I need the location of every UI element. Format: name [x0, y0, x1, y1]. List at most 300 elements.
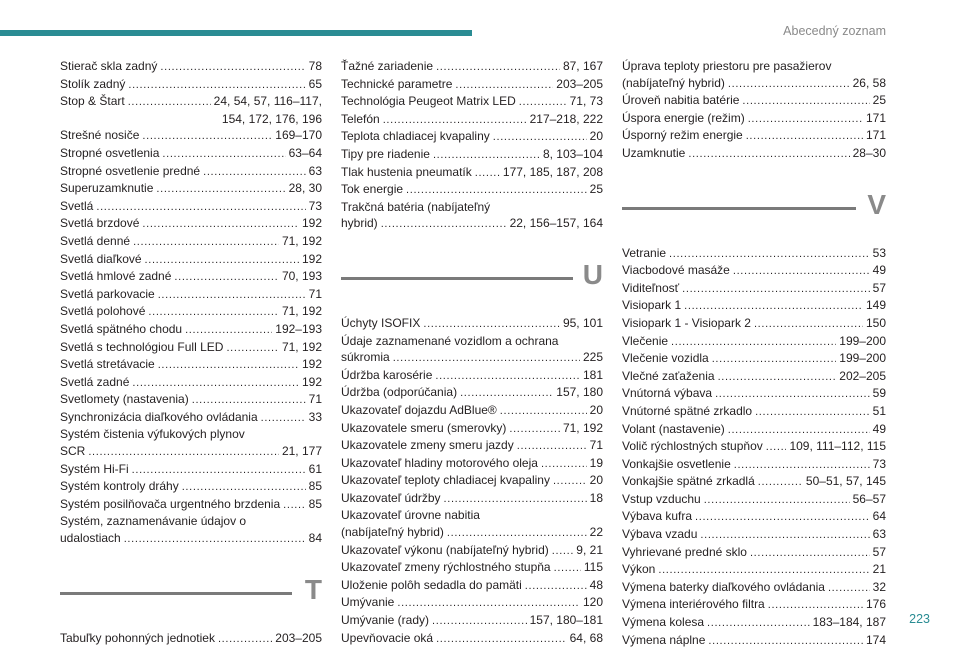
entry-pages: 49 [872, 421, 886, 436]
entry-term: Ukazovateľ údržby [341, 490, 441, 505]
entry-term: Svetlá diaľkové [60, 251, 142, 266]
index-entry [622, 110, 886, 128]
entry-line [341, 58, 603, 76]
index-entry [60, 180, 322, 198]
entry-line [341, 349, 603, 367]
entry-line [622, 632, 886, 649]
index-entry [341, 612, 603, 630]
dot-leader [733, 263, 870, 280]
dot-leader [553, 473, 587, 490]
dot-leader [552, 543, 574, 560]
index-entry [60, 76, 322, 94]
entry-term: Volant (nastavenie) [622, 421, 725, 436]
index-entry [622, 473, 886, 491]
dot-leader [226, 340, 279, 357]
index-entry [341, 490, 603, 508]
entry-pages: 59 [872, 386, 886, 401]
dot-leader [541, 456, 587, 473]
entry-pages: 120 [582, 595, 603, 610]
running-header: Abecedný zoznam [783, 24, 886, 38]
dot-leader [750, 545, 870, 562]
entry-term: Ukazovateľ výkonu (nabíjateľný hybrid) [341, 542, 549, 557]
entry-pages: 56–57 [852, 491, 886, 506]
entry-pages: 50–51, 57, 145 [805, 474, 886, 489]
index-entry [341, 472, 603, 490]
section-divider [341, 255, 603, 307]
dot-leader [658, 562, 869, 579]
dot-leader [432, 613, 527, 630]
dot-leader [712, 351, 837, 368]
entry-pages: 150 [865, 315, 886, 330]
entry-term: Výmena kolesa [622, 615, 705, 630]
index-entry [60, 339, 322, 357]
entry-pages: 192 [301, 216, 322, 231]
dot-leader [174, 269, 279, 286]
entry-line [341, 164, 603, 182]
index-entry [622, 368, 886, 386]
entry-term: Úprava teploty priestoru pre pasažierov [622, 59, 832, 73]
entry-pages: 73 [872, 456, 886, 471]
entry-line [622, 315, 886, 333]
entry-term: Visiopark 1 - Visiopark 2 [622, 315, 751, 330]
entry-term: Vonkajšie osvetlenie [622, 456, 731, 471]
index-entry [622, 58, 886, 92]
dot-leader [203, 164, 306, 181]
entry-line [622, 280, 886, 298]
dot-leader [261, 410, 306, 427]
entry-term: Vstup vzduchu [622, 491, 701, 506]
entry-line [60, 339, 322, 357]
entry-term: Systém, zaznamenávanie údajov o [60, 514, 247, 529]
index-entry [60, 409, 322, 427]
dot-leader [460, 385, 553, 402]
entry-line [622, 350, 886, 368]
entry-term: Systém čistenia výfukových plynov [60, 427, 245, 442]
index-entry [60, 321, 322, 339]
entry-term: Stierač skla zadný [60, 59, 158, 73]
dot-leader [700, 527, 869, 544]
index-entry [622, 596, 886, 614]
entry-line [341, 490, 603, 508]
entry-term: Vnútorné spätné zrkadlo [622, 403, 753, 418]
dot-leader [707, 615, 810, 632]
dot-leader [436, 631, 567, 648]
index-entry [622, 280, 886, 298]
entry-pages: 19 [589, 455, 603, 470]
entry-term: Synchronizácia diaľkového ovládania [60, 409, 258, 424]
entry-term: Superuzamknutie [60, 181, 154, 196]
entry-pages: 71, 73 [569, 94, 603, 109]
index-entry [60, 303, 322, 321]
dot-leader [433, 147, 540, 164]
dot-leader [509, 421, 560, 438]
index-entry [622, 92, 886, 110]
dot-leader [742, 93, 869, 110]
dot-leader [708, 633, 863, 649]
dot-leader [758, 474, 803, 491]
entry-term: Vyhrievané predné sklo [622, 544, 747, 559]
entry-line [341, 472, 603, 490]
dot-leader [728, 76, 850, 93]
index-column-1 [60, 58, 322, 647]
entry-line [60, 198, 322, 216]
entry-pages: 21 [872, 562, 886, 577]
index-entry [622, 438, 886, 456]
entry-line [341, 111, 603, 129]
index-entry [341, 58, 603, 76]
entry-term: Systém Hi-Fi [60, 461, 129, 476]
dot-leader [766, 439, 787, 456]
entry-line [622, 333, 886, 351]
entry-line [341, 542, 603, 560]
index-entry [341, 315, 603, 333]
entry-line [622, 508, 886, 526]
index-entry [622, 579, 886, 597]
index-entry [622, 297, 886, 315]
entry-pages-continued: 154, 172, 176, 196 [221, 111, 322, 126]
dot-leader [145, 252, 299, 269]
entry-pages: 177, 185, 187, 208 [502, 164, 603, 179]
index-column-3 [622, 58, 886, 649]
entry-term: Uloženie polôh sedadla do pamäti [341, 577, 522, 592]
entry-pages: 71, 192 [562, 420, 603, 435]
entry-pages: 192 [301, 357, 322, 372]
dot-leader [754, 316, 863, 333]
entry-term: (nabíjateľný hybrid) [622, 75, 725, 90]
entry-term: Vnútorná výbava [622, 386, 713, 401]
entry-pages: 71, 192 [281, 339, 322, 354]
entry-pages: 157, 180–181 [529, 613, 603, 628]
entry-term: Tlak hustenia pneumatík [341, 164, 472, 179]
entry-pages: 171 [865, 128, 886, 143]
entry-pages: 71, 192 [281, 233, 322, 248]
entry-line [341, 402, 603, 420]
section-letter: V [867, 188, 886, 220]
index-entry [341, 402, 603, 420]
dot-leader [715, 386, 870, 403]
entry-line [341, 577, 603, 595]
entry-pages: 199–200 [839, 333, 886, 348]
dot-leader [688, 146, 849, 163]
entry-term: Svetlá zadné [60, 374, 130, 389]
index-entry [60, 215, 322, 233]
entry-line [60, 530, 322, 548]
index-entry [341, 111, 603, 129]
entry-line [622, 145, 886, 163]
index-entry [341, 507, 603, 541]
index-entry [341, 437, 603, 455]
entry-line [60, 180, 322, 198]
dot-leader [162, 146, 285, 163]
entry-term: Viacbodové masáže [622, 263, 730, 278]
dot-leader [455, 77, 553, 94]
entry-term: (nabíjateľný hybrid) [341, 525, 444, 540]
entry-line [622, 92, 886, 110]
dot-leader [436, 59, 560, 76]
entry-pages: 171 [865, 110, 886, 125]
dot-leader [748, 111, 863, 128]
entry-line [60, 233, 322, 251]
page-number: 223 [909, 612, 930, 626]
entry-line [622, 385, 886, 403]
dot-leader [682, 281, 869, 298]
entry-term: Vlečné zaťaženia [622, 368, 715, 383]
dot-leader [669, 246, 870, 263]
dot-leader [142, 128, 272, 145]
entry-pages: 48 [589, 577, 603, 592]
entry-term: Výmena interiérového filtra [622, 597, 765, 612]
dot-leader [192, 392, 306, 409]
entry-line [622, 579, 886, 597]
entry-pages: 71 [589, 438, 603, 453]
dot-leader [156, 181, 285, 198]
dot-leader [406, 182, 587, 199]
entry-line [60, 321, 322, 339]
dot-leader [148, 304, 279, 321]
dot-leader [493, 129, 587, 146]
dot-leader [158, 287, 306, 304]
index-entry [622, 245, 886, 263]
entry-pages: 192 [301, 374, 322, 389]
entry-line [341, 93, 603, 111]
entry-pages: 22 [589, 525, 603, 540]
entry-term: Stropné osvetlenie predné [60, 163, 201, 178]
dot-leader [132, 375, 299, 392]
entry-pages: 78 [308, 59, 322, 73]
entry-term: Ukazovateľ teploty chladiacej kvapaliny [341, 473, 550, 488]
dot-leader [142, 216, 299, 233]
entry-term: Svetlá s technológiou Full LED [60, 339, 224, 354]
entry-line [60, 443, 322, 461]
entry-line [60, 303, 322, 321]
entry-pages: 63–64 [288, 145, 322, 160]
entry-line [341, 128, 603, 146]
dot-leader [182, 479, 306, 496]
dot-leader [517, 438, 587, 455]
index-entry [622, 561, 886, 579]
dot-leader [718, 369, 837, 386]
entry-line [341, 181, 603, 199]
entry-line [60, 127, 322, 145]
entry-term: Svetlá [60, 198, 94, 213]
dot-leader [383, 112, 527, 129]
entry-line [60, 496, 322, 514]
dot-leader [185, 322, 272, 339]
index-entry [622, 526, 886, 544]
dot-leader [158, 357, 299, 374]
entry-pages: 87, 167 [562, 59, 603, 73]
index-entry [341, 367, 603, 385]
dot-leader [133, 234, 279, 251]
entry-line [341, 630, 603, 648]
dot-leader [525, 578, 587, 595]
index-entry [341, 199, 603, 233]
entry-term: Vlečenie vozidla [622, 351, 709, 366]
index-entry [60, 478, 322, 496]
index-entry [341, 455, 603, 473]
entry-pages: 149 [865, 298, 886, 313]
entry-term: Ukazovateľ hladiny motorového oleja [341, 455, 538, 470]
index-entry [622, 315, 886, 333]
entry-term: Vlečenie [622, 333, 669, 348]
entry-term: Údržba karosérie [341, 367, 433, 382]
entry-line [341, 76, 603, 94]
entry-term: Ukazovateľ úrovne nabitia [341, 508, 480, 523]
index-entry [341, 93, 603, 111]
entry-line [622, 421, 886, 439]
dot-leader [734, 457, 870, 474]
entry-term: Visiopark 1 [622, 298, 682, 313]
section-divider [60, 570, 322, 622]
index-entry [622, 508, 886, 526]
dot-leader [128, 77, 305, 94]
entry-pages: 192–193 [275, 321, 322, 336]
entry-pages: 57 [872, 280, 886, 295]
dot-leader [447, 525, 587, 542]
entry-pages: 20 [589, 129, 603, 144]
dot-leader [728, 422, 870, 439]
dot-leader [160, 59, 305, 76]
dot-leader [128, 94, 211, 111]
entry-term: SCR [60, 444, 86, 459]
entry-term: Tok energie [341, 182, 404, 197]
entry-term: udalostiach [60, 531, 121, 546]
index-column-2 [341, 58, 603, 647]
index-entry [341, 577, 603, 595]
index-entry [341, 630, 603, 648]
entry-term: Upevňovacie oká [341, 630, 434, 645]
entry-line [341, 594, 603, 612]
entry-line [60, 145, 322, 163]
entry-pages: 181 [582, 367, 603, 382]
entry-term: Tabuľky pohonných jednotiek [60, 630, 215, 645]
entry-line [60, 409, 322, 427]
entry-term: Teplota chladiacej kvapaliny [341, 129, 490, 144]
index-entry [341, 384, 603, 402]
entry-pages: 71 [308, 286, 322, 301]
entry-term: Svetlá denné [60, 233, 131, 248]
entry-pages: 64 [872, 509, 886, 524]
entry-term: Svetlá brzdové [60, 216, 140, 231]
index-entry [60, 496, 322, 514]
index-entry [622, 403, 886, 421]
entry-pages: 21, 177 [281, 444, 322, 459]
entry-term: Ukazovateľ zmeny rýchlostného stupňa [341, 560, 551, 575]
index-entry [622, 333, 886, 351]
entry-line [60, 93, 322, 111]
entry-pages: 25 [589, 182, 603, 197]
header-accent-bar [0, 30, 472, 36]
index-entry [60, 145, 322, 163]
entry-pages: 84 [308, 531, 322, 546]
dot-leader [755, 404, 870, 421]
entry-term: Svetlá spätného chodu [60, 321, 183, 336]
entry-pages: 95, 101 [562, 315, 603, 330]
entry-term: Uzamknutie [622, 145, 686, 160]
index-entry [341, 146, 603, 164]
index-entry [60, 127, 322, 145]
dot-leader [500, 403, 587, 420]
entry-term: Ukazovatele zmeny smeru jazdy [341, 438, 514, 453]
index-entry [622, 491, 886, 509]
entry-term: Svetlá polohové [60, 304, 146, 319]
entry-term: Vonkajšie spätné zrkadlá [622, 474, 755, 489]
entry-pages: 192 [301, 251, 322, 266]
index-entry [341, 542, 603, 560]
entry-term: Technológia Peugeot Matrix LED [341, 94, 516, 109]
entry-line [622, 127, 886, 145]
index-entry [341, 181, 603, 199]
entry-line [341, 612, 603, 630]
dot-leader [381, 216, 507, 233]
entry-line [622, 596, 886, 614]
index-entry [622, 421, 886, 439]
entry-pages: 61 [308, 461, 322, 476]
entry-line [622, 262, 886, 280]
entry-line [622, 526, 886, 544]
entry-pages: 183–184, 187 [812, 615, 886, 630]
dot-leader [684, 298, 863, 315]
index-entry [622, 262, 886, 280]
entry-pages: 20 [589, 473, 603, 488]
entry-pages: 71 [308, 392, 322, 407]
index-entry [60, 391, 322, 409]
entry-pages: 85 [308, 479, 322, 494]
entry-line [60, 374, 322, 392]
index-entry [60, 461, 322, 479]
entry-term: Trakčná batéria (nabíjateľný [341, 199, 491, 214]
entry-line [622, 245, 886, 263]
entry-pages: 225 [582, 350, 603, 365]
entry-pages: 73 [308, 198, 322, 213]
entry-term: Viditeľnosť [622, 280, 680, 295]
entry-pages: 157, 180 [556, 385, 603, 400]
index-entry [341, 559, 603, 577]
dot-leader [695, 509, 870, 526]
entry-pages: 85 [308, 496, 322, 511]
entry-term: Volič rýchlostných stupňov [622, 439, 763, 454]
entry-line [622, 561, 886, 579]
entry-term: Technické parametre [341, 76, 453, 91]
entry-line [60, 356, 322, 374]
entry-pages: 51 [872, 403, 886, 418]
entry-term: Systém posilňovača urgentného brzdenia [60, 496, 281, 511]
entry-term: súkromia [341, 350, 390, 365]
dot-leader [435, 368, 580, 385]
index-entry [622, 632, 886, 649]
entry-line [622, 473, 886, 491]
index-entry [60, 163, 322, 181]
entry-pages: 20 [589, 402, 603, 417]
entry-line [341, 559, 603, 577]
dot-leader [88, 444, 279, 461]
entry-pages: 25 [872, 93, 886, 108]
entry-term: Tipy pre riadenie [341, 146, 430, 161]
entry-pages: 32 [872, 579, 886, 594]
entry-term: Výbava kufra [622, 509, 693, 524]
entry-line [622, 297, 886, 315]
index-entry [622, 385, 886, 403]
entry-line [60, 251, 322, 269]
section-letter: U [582, 258, 603, 290]
entry-line [622, 75, 886, 93]
index-entry [60, 286, 322, 304]
section-rule [622, 207, 856, 210]
entry-term: Umývanie [341, 595, 395, 610]
index-entry [60, 426, 322, 460]
entry-pages: 109, 111–112, 115 [789, 439, 886, 454]
section-letter: T [304, 573, 322, 605]
